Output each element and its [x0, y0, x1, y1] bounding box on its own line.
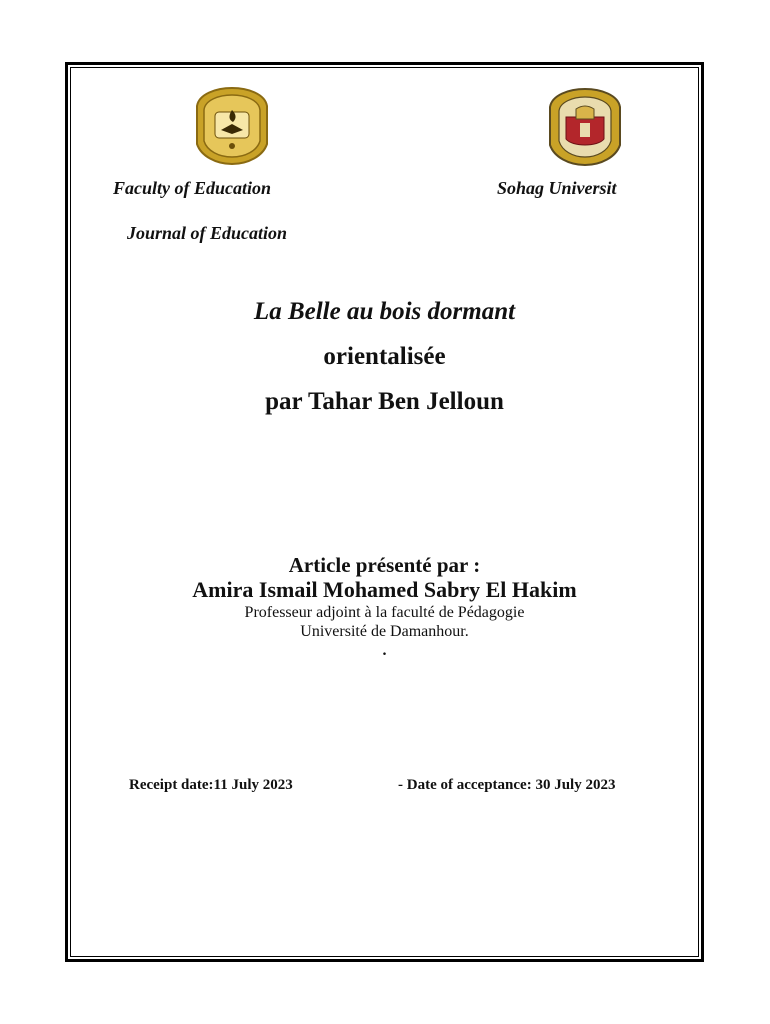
- author-position: Professeur adjoint à la faculté de Pédagogie: [244, 604, 525, 621]
- trailing-dot: .: [382, 642, 387, 659]
- page-border-inner: [70, 67, 699, 957]
- article-title-line-2: orientalisée: [323, 343, 446, 370]
- university-name: Sohag Universit: [497, 178, 617, 198]
- receipt-date: Receipt date:11 July 2023: [129, 777, 293, 793]
- author-name: Amira Ismail Mohamed Sabry El Hakim: [192, 577, 577, 602]
- journal-name: Journal of Education: [127, 223, 288, 243]
- sohag-university-seal-icon: [546, 87, 624, 167]
- author-institution: Université de Damanhour.: [300, 623, 469, 640]
- presented-by-label: Article présenté par :: [288, 553, 481, 577]
- faculty-name: Faculty of Education: [113, 178, 272, 198]
- article-title-line-1: La Belle au bois dormant: [253, 298, 516, 325]
- article-title-line-3: par Tahar Ben Jelloun: [265, 388, 504, 415]
- acceptance-date: - Date of acceptance: 30 July 2023: [398, 777, 616, 793]
- faculty-of-education-seal-icon: [193, 86, 271, 166]
